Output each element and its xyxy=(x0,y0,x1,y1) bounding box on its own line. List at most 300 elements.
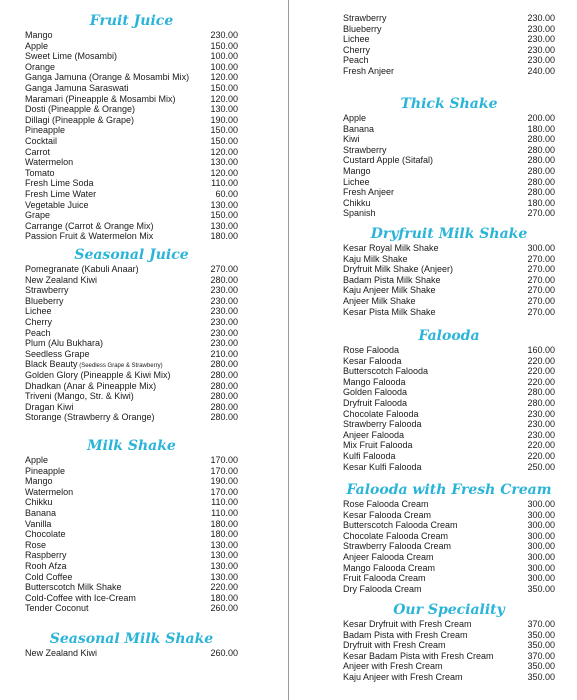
item-name: Anjeer Falooda xyxy=(343,429,405,440)
item-price: 280.00 xyxy=(210,401,238,412)
item-note: (Seedless Grape & Strawberry) xyxy=(77,363,163,370)
item-name: Vegetable Juice xyxy=(25,199,89,210)
menu-item xyxy=(343,307,555,318)
item-price: 370.00 xyxy=(527,650,555,661)
menu-item xyxy=(343,66,555,77)
item-name: Lichee xyxy=(343,176,370,187)
item-name: Pineapple xyxy=(25,125,66,136)
item-name: Badam Pista with Fresh Cream xyxy=(343,629,468,640)
item-price: 280.00 xyxy=(527,144,555,155)
menu-item xyxy=(343,640,555,651)
item-name: Strawberry Falooda Cream xyxy=(343,541,452,552)
menu-item xyxy=(25,30,238,41)
menu-item xyxy=(25,391,238,402)
item-name: Kesar Falooda xyxy=(343,355,402,366)
item-price: 230.00 xyxy=(210,285,238,296)
menu-item xyxy=(25,41,238,52)
item-name: Butterscotch Milk Shake xyxy=(25,582,122,593)
item-name: Dryfruit Falooda xyxy=(343,397,408,408)
item-price: 110.00 xyxy=(211,507,238,518)
menu-item xyxy=(343,630,555,641)
menu-item xyxy=(25,497,238,508)
menu-item xyxy=(343,145,555,156)
menu-item xyxy=(343,285,555,296)
section-heading: Our Speciality xyxy=(393,602,505,618)
item-name: Kiwi xyxy=(343,134,360,145)
item-price: 180.00 xyxy=(527,123,555,134)
item-price: 110.00 xyxy=(211,178,238,189)
item-price: 130.00 xyxy=(210,560,238,571)
item-name: Dryfruit with Fresh Cream xyxy=(343,640,446,651)
item-name: Fresh Lime Soda xyxy=(25,178,94,189)
menu-section-our-speciality xyxy=(343,601,555,683)
menu-item xyxy=(343,462,555,473)
menu-item xyxy=(343,24,555,35)
item-name: Carrot xyxy=(25,146,51,157)
item-name: Peach xyxy=(343,55,369,66)
item-price: 150.00 xyxy=(210,210,238,221)
item-name: Mango xyxy=(343,165,371,176)
item-price: 220.00 xyxy=(527,355,555,366)
item-price: 270.00 xyxy=(527,274,555,285)
item-price: 270.00 xyxy=(527,264,555,275)
item-price: 280.00 xyxy=(210,274,238,285)
item-name: Rose Falooda Cream xyxy=(343,499,429,509)
item-name: Badam Pista Milk Shake xyxy=(343,274,441,285)
item-price: 270.00 xyxy=(527,253,555,264)
item-price: 280.00 xyxy=(210,369,238,380)
item-price: 150.00 xyxy=(210,40,238,51)
section-heading: Falooda xyxy=(418,328,480,344)
item-price: 300.00 xyxy=(527,243,555,253)
menu-item xyxy=(343,134,555,145)
item-name: Storange (Strawberry & Orange) xyxy=(25,412,155,423)
item-price: 280.00 xyxy=(210,391,238,402)
menu-item xyxy=(25,455,238,466)
menu-item xyxy=(343,264,555,275)
item-price: 230.00 xyxy=(210,338,238,349)
section-heading: Dryfruit Milk Shake xyxy=(370,226,528,242)
item-price: 180.00 xyxy=(210,518,238,529)
item-name: Kesar Pista Milk Shake xyxy=(343,306,436,317)
menu-item xyxy=(343,619,555,630)
item-price: 130.00 xyxy=(210,157,238,168)
item-name: Rooh Afza xyxy=(25,560,67,571)
item-price: 60.00 xyxy=(215,188,238,199)
menu-section-falooda xyxy=(343,327,555,472)
menu-item xyxy=(343,430,555,441)
item-name: Anjeer Falooda Cream xyxy=(343,551,434,562)
item-price: 230.00 xyxy=(527,429,555,440)
item-name: Tomato xyxy=(25,167,55,178)
item-name: Triveni (Mango, Str. & Kiwi) xyxy=(25,391,134,402)
item-name: Maramari (Pineapple & Mosambi Mix) xyxy=(25,93,176,104)
menu-item xyxy=(343,187,555,198)
item-price: 280.00 xyxy=(527,387,555,398)
item-price: 280.00 xyxy=(527,155,555,166)
item-name: Golden Glory (Pineapple & Kiwi Mix) xyxy=(25,369,171,380)
menu-item xyxy=(343,296,555,307)
item-price: 150.00 xyxy=(210,125,238,136)
menu-item xyxy=(25,264,238,275)
menu-item xyxy=(343,541,555,552)
item-price: 350.00 xyxy=(527,629,555,640)
menu-item xyxy=(343,440,555,451)
menu-item xyxy=(343,531,555,542)
item-price: 130.00 xyxy=(210,550,238,561)
item-name: Apple xyxy=(25,455,49,465)
item-price: 130.00 xyxy=(210,539,238,550)
item-price: 230.00 xyxy=(210,316,238,327)
item-name: Kaju Milk Shake xyxy=(343,253,408,264)
item-name: Strawberry xyxy=(25,285,69,296)
menu-item xyxy=(25,402,238,413)
item-price: 270.00 xyxy=(527,285,555,296)
menu-item xyxy=(343,552,555,563)
item-name: Golden Falooda xyxy=(343,387,408,398)
item-price: 220.00 xyxy=(210,582,238,593)
section-heading: Falooda with Fresh Cream xyxy=(346,482,552,498)
menu-item xyxy=(25,125,238,136)
menu-item xyxy=(25,550,238,561)
item-price: 180.00 xyxy=(210,592,238,603)
menu-item xyxy=(25,349,238,360)
item-name: Cocktail xyxy=(25,135,58,146)
item-name: Raspberry xyxy=(25,550,67,561)
menu-item xyxy=(25,178,238,189)
menu-item xyxy=(343,573,555,584)
item-name: Dosti (Pineapple & Orange) xyxy=(25,104,136,115)
item-name: Mango xyxy=(25,476,53,487)
item-price: 220.00 xyxy=(527,440,555,451)
item-price: 280.00 xyxy=(527,165,555,176)
menu-item xyxy=(25,200,238,211)
item-name: Strawberry Falooda xyxy=(343,419,422,430)
item-price: 110.00 xyxy=(211,497,238,508)
item-name: Chocolate Falooda xyxy=(343,408,419,419)
item-name: Vanilla xyxy=(25,518,52,529)
item-price: 220.00 xyxy=(527,366,555,377)
menu-item xyxy=(343,661,555,672)
item-name: Kesar Royal Milk Shake xyxy=(343,243,439,253)
item-price: 220.00 xyxy=(527,450,555,461)
item-name: Custard Apple (Sitafal) xyxy=(343,155,434,166)
item-price: 180.00 xyxy=(210,529,238,540)
item-name: Dryfruit Milk Shake (Anjeer) xyxy=(343,264,454,275)
column-divider xyxy=(288,0,289,700)
item-price: 100.00 xyxy=(210,61,238,72)
item-price: 230.00 xyxy=(210,295,238,306)
menu-item xyxy=(25,328,238,339)
item-name: Watermelon xyxy=(25,157,74,168)
item-price: 250.00 xyxy=(527,461,555,472)
item-name: Kulfi Falooda xyxy=(343,450,396,461)
item-price: 300.00 xyxy=(527,541,555,552)
item-name: Fruit Falooda Cream xyxy=(343,573,426,584)
item-price: 170.00 xyxy=(210,486,238,497)
item-name: Fresh Lime Water xyxy=(25,188,97,199)
item-name: Mango Falooda xyxy=(343,376,406,387)
item-price: 230.00 xyxy=(527,55,555,66)
item-price: 210.00 xyxy=(210,348,238,359)
item-name: Dhadkan (Anar & Pineapple Mix) xyxy=(25,380,157,391)
section-heading: Thick Shake xyxy=(400,96,498,112)
item-price: 270.00 xyxy=(527,306,555,317)
item-price: 350.00 xyxy=(527,640,555,651)
item-name: Kesar Falooda Cream xyxy=(343,509,432,520)
item-name: Dragan Kiwi xyxy=(25,401,74,412)
item-name: Kaju Anjeer Milk Shake xyxy=(343,285,436,296)
item-price: 120.00 xyxy=(210,72,238,83)
menu-item xyxy=(25,540,238,551)
item-price: 230.00 xyxy=(527,23,555,34)
item-name: Kesar Kulfi Falooda xyxy=(343,461,422,472)
item-price: 270.00 xyxy=(527,208,555,219)
menu-item xyxy=(25,189,238,200)
menu-section-dryfruit-milk-shake xyxy=(343,225,555,317)
item-name: Cherry xyxy=(343,44,371,55)
section-heading: Fruit Juice xyxy=(89,13,174,29)
item-price: 200.00 xyxy=(527,113,555,123)
item-price: 260.00 xyxy=(210,603,238,614)
item-price: 180.00 xyxy=(527,197,555,208)
item-price: 260.00 xyxy=(210,648,238,658)
item-price: 120.00 xyxy=(210,146,238,157)
menu-item xyxy=(25,648,238,659)
section-heading: Seasonal Milk Shake xyxy=(49,631,214,647)
item-name: Pomegranate (Kabuli Anaar) xyxy=(25,264,139,274)
menu-item xyxy=(343,13,555,24)
item-name: Apple xyxy=(343,113,367,123)
item-name: Ganga Jamuna (Orange & Mosambi Mix) xyxy=(25,72,190,83)
menu-item xyxy=(25,51,238,62)
menu-item xyxy=(25,83,238,94)
menu-item xyxy=(25,72,238,83)
item-price: 130.00 xyxy=(210,104,238,115)
item-price: 230.00 xyxy=(210,306,238,317)
menu-item xyxy=(25,115,238,126)
item-name: Orange xyxy=(25,61,56,72)
menu-item xyxy=(343,45,555,56)
menu-item xyxy=(343,198,555,209)
menu-item xyxy=(343,409,555,420)
item-name: Mango xyxy=(25,30,53,40)
item-price: 280.00 xyxy=(527,134,555,145)
item-price: 280.00 xyxy=(527,397,555,408)
item-name: Blueberry xyxy=(25,295,64,306)
item-price: 160.00 xyxy=(527,345,555,355)
item-name: Peach xyxy=(25,327,51,338)
menu-item xyxy=(343,387,555,398)
menu-item xyxy=(343,345,555,356)
menu-item xyxy=(343,55,555,66)
item-price: 280.00 xyxy=(527,187,555,198)
menu-item xyxy=(343,419,555,430)
item-price: 350.00 xyxy=(527,661,555,672)
item-price: 300.00 xyxy=(527,509,555,520)
item-name: New Zealand Kiwi xyxy=(25,274,98,285)
item-name: Plum (Alu Bukhara) xyxy=(25,338,104,349)
item-name: Dillagi (Pineapple & Grape) xyxy=(25,114,135,125)
item-name: Pineapple xyxy=(25,465,66,476)
menu-item xyxy=(25,519,238,530)
item-price: 130.00 xyxy=(210,571,238,582)
menu-item xyxy=(343,499,555,510)
item-name: Seedless Grape xyxy=(25,348,90,359)
menu-section-fruit-juice xyxy=(25,12,238,242)
menu-item xyxy=(343,651,555,662)
item-price: 280.00 xyxy=(527,176,555,187)
menu-item xyxy=(25,221,238,232)
item-price: 300.00 xyxy=(527,551,555,562)
item-price: 230.00 xyxy=(210,327,238,338)
item-price: 350.00 xyxy=(527,671,555,682)
menu-item xyxy=(343,584,555,595)
menu-item xyxy=(25,296,238,307)
menu-item xyxy=(25,210,238,221)
item-price: 180.00 xyxy=(210,231,238,242)
item-name: Carrange (Carrot & Orange Mix) xyxy=(25,220,154,231)
item-name: Butterscotch Falooda xyxy=(343,366,429,377)
item-name: Kaju Anjeer with Fresh Cream xyxy=(343,671,463,682)
item-price: 300.00 xyxy=(527,573,555,584)
item-price: 170.00 xyxy=(210,455,238,465)
menu-item xyxy=(25,370,238,381)
item-name: Lichee xyxy=(343,34,370,45)
item-name: Blueberry xyxy=(343,23,382,34)
item-price: 240.00 xyxy=(527,65,555,76)
item-name: Sweet Lime (Mosambi) xyxy=(25,51,118,62)
menu-item xyxy=(25,603,238,614)
item-price: 280.00 xyxy=(210,412,238,423)
item-price: 300.00 xyxy=(527,530,555,541)
menu-item xyxy=(25,561,238,572)
item-name: Strawberry xyxy=(343,144,387,155)
section-heading: Seasonal Juice xyxy=(74,247,189,263)
item-name: Chikku xyxy=(25,497,53,508)
item-price: 300.00 xyxy=(527,520,555,531)
menu-item xyxy=(343,155,555,166)
menu-section-milk-shake xyxy=(25,437,238,614)
menu-item xyxy=(25,466,238,477)
item-name: Chocolate xyxy=(25,529,66,540)
item-price: 230.00 xyxy=(210,30,238,40)
menu-item xyxy=(25,582,238,593)
menu-item xyxy=(343,377,555,388)
item-name: Rose Falooda xyxy=(343,345,400,355)
item-name: Passion Fruit & Watermelon Mix xyxy=(25,231,154,242)
menu-item xyxy=(343,275,555,286)
item-name: Cherry xyxy=(25,316,53,327)
item-price: 230.00 xyxy=(527,408,555,419)
menu-item xyxy=(25,381,238,392)
menu-item xyxy=(343,356,555,367)
item-name: Ganga Jamuna Saraswati xyxy=(25,82,129,93)
menu-item xyxy=(25,285,238,296)
menu-item xyxy=(25,572,238,583)
item-name: Anjeer Milk Shake xyxy=(343,295,416,306)
item-price: 100.00 xyxy=(210,51,238,62)
menu-item xyxy=(343,366,555,377)
item-name: Mango Falooda Cream xyxy=(343,562,436,573)
menu-item xyxy=(343,520,555,531)
item-price: 270.00 xyxy=(527,295,555,306)
menu-item xyxy=(343,208,555,219)
item-price: 170.00 xyxy=(210,465,238,476)
menu-item xyxy=(343,34,555,45)
item-name: Tender Coconut xyxy=(25,603,89,614)
item-name: Watermelon xyxy=(25,486,74,497)
menu-section-seasonal-milk-shake xyxy=(25,630,238,659)
item-name: Cold-Coffee with Ice-Cream xyxy=(25,592,136,603)
item-name: Anjeer with Fresh Cream xyxy=(343,661,443,672)
item-price: 370.00 xyxy=(527,619,555,629)
item-name: Butterscotch Falooda Cream xyxy=(343,520,458,531)
menu-item xyxy=(25,593,238,604)
menu-item xyxy=(343,243,555,254)
item-name: Rose xyxy=(25,539,47,550)
item-price: 230.00 xyxy=(527,34,555,45)
item-price: 300.00 xyxy=(527,562,555,573)
menu-item xyxy=(25,168,238,179)
menu-item xyxy=(25,231,238,242)
menu-item xyxy=(25,317,238,328)
item-price: 280.00 xyxy=(210,380,238,391)
menu-item xyxy=(343,177,555,188)
item-name: Mix Fruit Falooda xyxy=(343,440,413,451)
menu-item xyxy=(25,338,238,349)
item-name: Spanish xyxy=(343,208,376,219)
menu-item xyxy=(25,529,238,540)
section-heading: Milk Shake xyxy=(87,438,176,454)
menu-item xyxy=(25,412,238,423)
item-price: 150.00 xyxy=(210,135,238,146)
menu-item xyxy=(25,508,238,519)
item-price: 280.00 xyxy=(210,359,238,370)
item-name: Strawberry xyxy=(343,13,387,23)
menu-item xyxy=(25,94,238,105)
menu-item xyxy=(25,359,238,370)
item-name: Chocolate Falooda Cream xyxy=(343,530,449,541)
item-price: 220.00 xyxy=(527,376,555,387)
menu-item xyxy=(343,166,555,177)
menu-item xyxy=(343,124,555,135)
menu-item xyxy=(25,487,238,498)
menu-item xyxy=(25,104,238,115)
menu-section-falooda-with-fresh-cream xyxy=(343,481,555,594)
item-price: 350.00 xyxy=(527,583,555,594)
item-name: Cold Coffee xyxy=(25,571,73,582)
menu-section-seasonal-juice xyxy=(25,246,238,423)
item-name: Lichee xyxy=(25,306,52,317)
menu-section-continued xyxy=(343,13,555,77)
item-name: Banana xyxy=(343,123,375,134)
item-price: 270.00 xyxy=(210,264,238,274)
item-name: Fresh Anjeer xyxy=(343,187,395,198)
menu-item xyxy=(343,510,555,521)
item-price: 130.00 xyxy=(210,220,238,231)
item-price: 130.00 xyxy=(210,199,238,210)
menu-item xyxy=(343,113,555,124)
item-price: 120.00 xyxy=(210,93,238,104)
item-name: Kesar Dryfruit with Fresh Cream xyxy=(343,619,472,629)
menu-item xyxy=(25,62,238,73)
item-price: 300.00 xyxy=(527,499,555,509)
item-price: 190.00 xyxy=(210,476,238,487)
item-name: Chikku xyxy=(343,197,371,208)
menu-item xyxy=(25,275,238,286)
menu-item xyxy=(25,476,238,487)
